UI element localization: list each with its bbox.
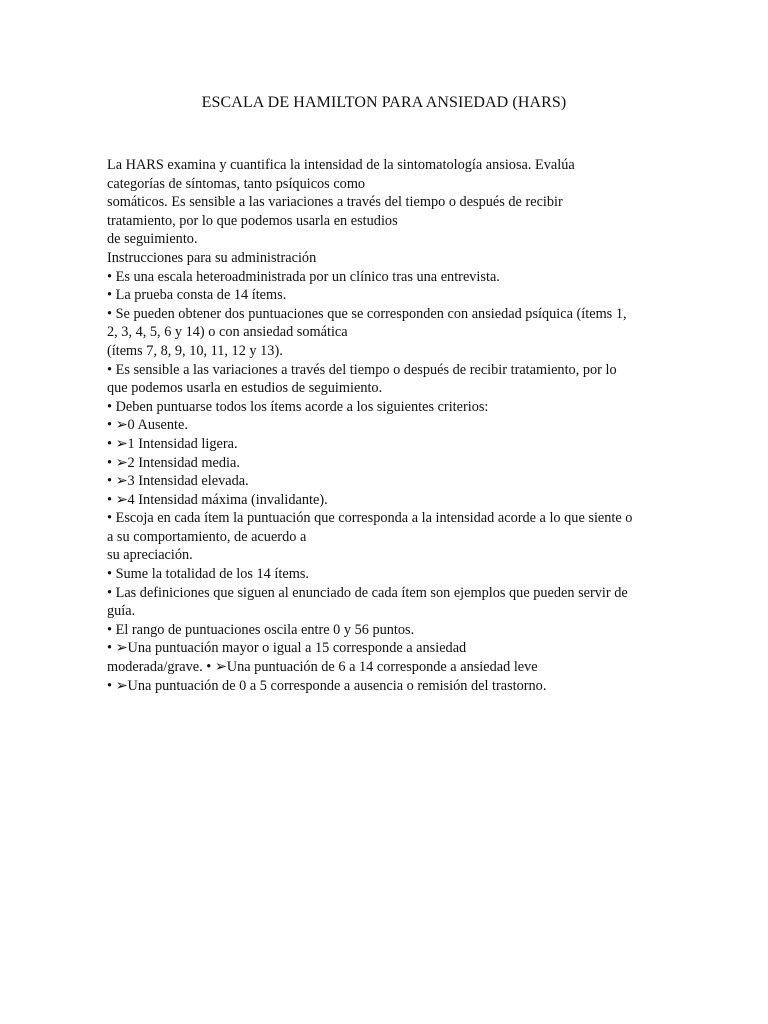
- list-item-continuation: a su comportamiento, de acuerdo a: [107, 528, 307, 545]
- criteria-item: • ➢1 Intensidad ligera.: [107, 435, 238, 452]
- list-item: • La prueba consta de 14 ítems.: [107, 287, 287, 304]
- criteria-item: • ➢2 Intensidad media.: [107, 454, 240, 471]
- score-range-item: moderada/grave. • ➢Una puntuación de 6 a 14 corresponde a ansiedad leve: [107, 659, 538, 676]
- criteria-item: • ➢4 Intensidad máxima (invalidante).: [107, 491, 328, 508]
- list-item: • Deben puntuarse todos los ítems acorde a los siguientes criterios:: [107, 398, 489, 415]
- list-item-continuation: 2, 3, 4, 5, 6 y 14) o con ansiedad somática: [107, 324, 348, 341]
- list-item: • El rango de puntuaciones oscila entre 0 y 56 puntos.: [107, 621, 415, 638]
- list-item: • Escoja en cada ítem la puntuación que corresponda a la intensidad acorde a lo que siente o: [107, 510, 633, 527]
- list-item-continuation: (ítems 7, 8, 9, 10, 11, 12 y 13).: [107, 342, 283, 359]
- body-line: categorías de síntomas, tanto psíquicos como: [107, 175, 366, 192]
- score-range-item: • ➢Una puntuación de 0 a 5 corresponde a ausencia o remisión del trastorno.: [107, 677, 547, 694]
- body-line: La HARS examina y cuantifica la intensidad de la sintomatología ansiosa. Evalúa: [107, 157, 575, 173]
- list-item-continuation: que podemos usarla en estudios de seguimiento.: [107, 380, 383, 397]
- list-item: • Es sensible a las variaciones a través del tiempo o después de recibir tratamiento, por lo: [107, 361, 617, 378]
- body-line: tratamiento, por lo que podemos usarla en estudios: [107, 212, 398, 229]
- list-item: • Sume la totalidad de los 14 ítems.: [107, 566, 309, 583]
- section-heading: Instrucciones para su administración: [107, 249, 317, 266]
- document-body: [107, 156, 667, 695]
- list-item: • Las definiciones que siguen al enunciado de cada ítem son ejemplos que pueden servir de: [107, 584, 628, 601]
- criteria-item: • ➢0 Ausente.: [107, 417, 188, 434]
- body-line: de seguimiento.: [107, 231, 198, 248]
- document-title: ESCALA DE HAMILTON PARA ANSIEDAD (HARS): [201, 94, 567, 111]
- list-item: • Es una escala heteroadministrada por un clínico tras una entrevista.: [107, 268, 500, 285]
- score-range-item: • ➢Una puntuación mayor o igual a 15 corresponde a ansiedad: [107, 640, 467, 657]
- list-item-continuation: su apreciación.: [107, 547, 193, 564]
- criteria-item: • ➢3 Intensidad elevada.: [107, 473, 249, 490]
- list-item-continuation: guía.: [107, 603, 136, 620]
- list-item: • Se pueden obtener dos puntuaciones que se corresponden con ansiedad psíquica (ítems 1,: [107, 305, 627, 322]
- body-line: somáticos. Es sensible a las variaciones a través del tiempo o después de recibir: [107, 194, 563, 211]
